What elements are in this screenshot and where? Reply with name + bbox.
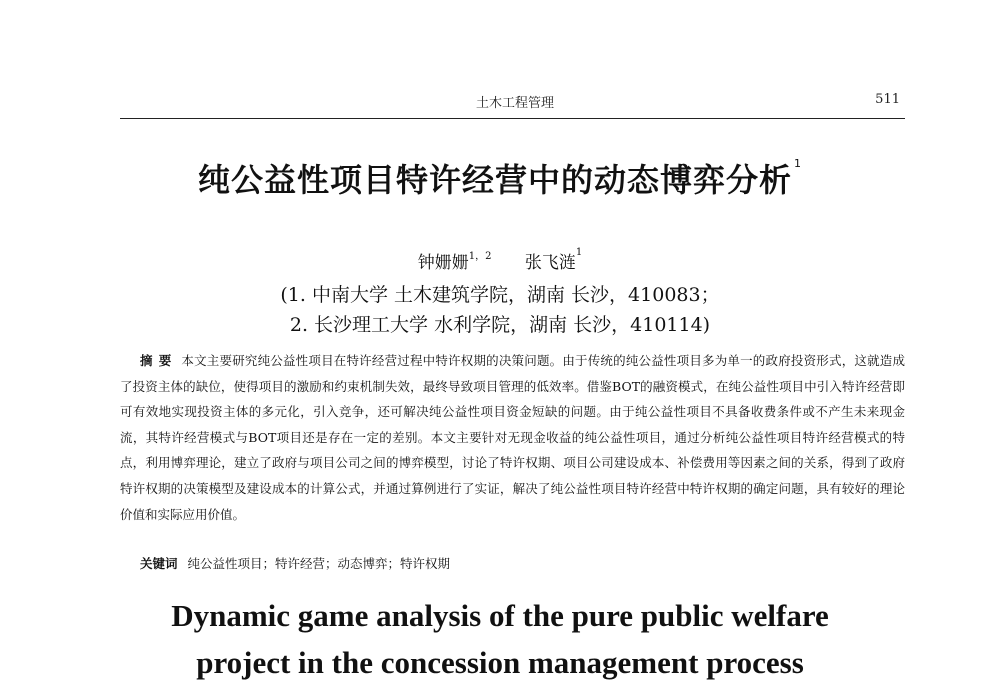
title-footnote-mark: 1 bbox=[794, 157, 802, 170]
abstract-label: 摘要 bbox=[140, 353, 178, 368]
author-1 bbox=[418, 253, 492, 273]
paper-title bbox=[60, 155, 940, 201]
keywords-label: 关键词 bbox=[140, 556, 178, 571]
keywords bbox=[140, 554, 450, 572]
journal-name: 土木工程管理 bbox=[475, 96, 554, 111]
header-rule bbox=[120, 118, 905, 119]
author-2 bbox=[524, 247, 583, 273]
english-title-line-2: project in the concession management process bbox=[196, 645, 804, 680]
affiliation-1: (1. 中南大学 土木建筑学院，湖南 长沙，410083； bbox=[280, 284, 720, 306]
keywords-text: 纯公益性项目；特许经营；动态博弈；特许权期 bbox=[187, 556, 451, 571]
author-name: 钟姗姗 bbox=[417, 253, 469, 273]
title-text: 纯公益性项目特许经营中的动态博弈分析 bbox=[197, 161, 792, 199]
english-title bbox=[60, 592, 940, 686]
abstract bbox=[120, 348, 905, 527]
author-name: 张飞涟 bbox=[524, 253, 576, 273]
author-line bbox=[0, 248, 1000, 273]
affiliation-2: 2. 长沙理工大学 水利学院，湖南 长沙，410114) bbox=[289, 314, 711, 336]
running-header bbox=[120, 90, 910, 118]
page-number: 511 bbox=[875, 92, 900, 107]
author-affil-mark: 1，2 bbox=[468, 251, 492, 262]
abstract-text: 本文主要研究纯公益性项目在特许经营过程中特许权期的决策问题。由于传统的纯公益性项目多为单一的政府投资形式，这就造成了投资主体的缺位，使得项目的激励和约束机制失效，最终导致项目管理的低效率。借鉴BOT的融资模式，在纯公益性项目中引入特许经营即可有效地实现投资主体的多元化，引入竞争，还可解决纯公益性项目资金短缺的问题。由于纯公益性项目不具备收费条件或不产生未来现金流，其特许经营模式与BOT项目还是存在一定的差别。本文主要针对无现金收益的纯公益性项目，通过分析纯公益性项目特许经营模式的特点，利用博弈理论，建立了政府与项目公司之间的博弈模型，讨论了特许权期、项目公司建设成本、补偿费用等因素之间的关系，得到了政府特许权期的决策模型及建设成本的计算公式，并通过算例进行了实证，解决了纯公益性项目特许经营中特许权期的确定问题，具有较好的理论价值和实际应用价值。 bbox=[120, 353, 905, 522]
author-affil-mark: 1 bbox=[575, 247, 583, 258]
english-title-line-1: Dynamic game analysis of the pure public welfare bbox=[171, 598, 829, 633]
